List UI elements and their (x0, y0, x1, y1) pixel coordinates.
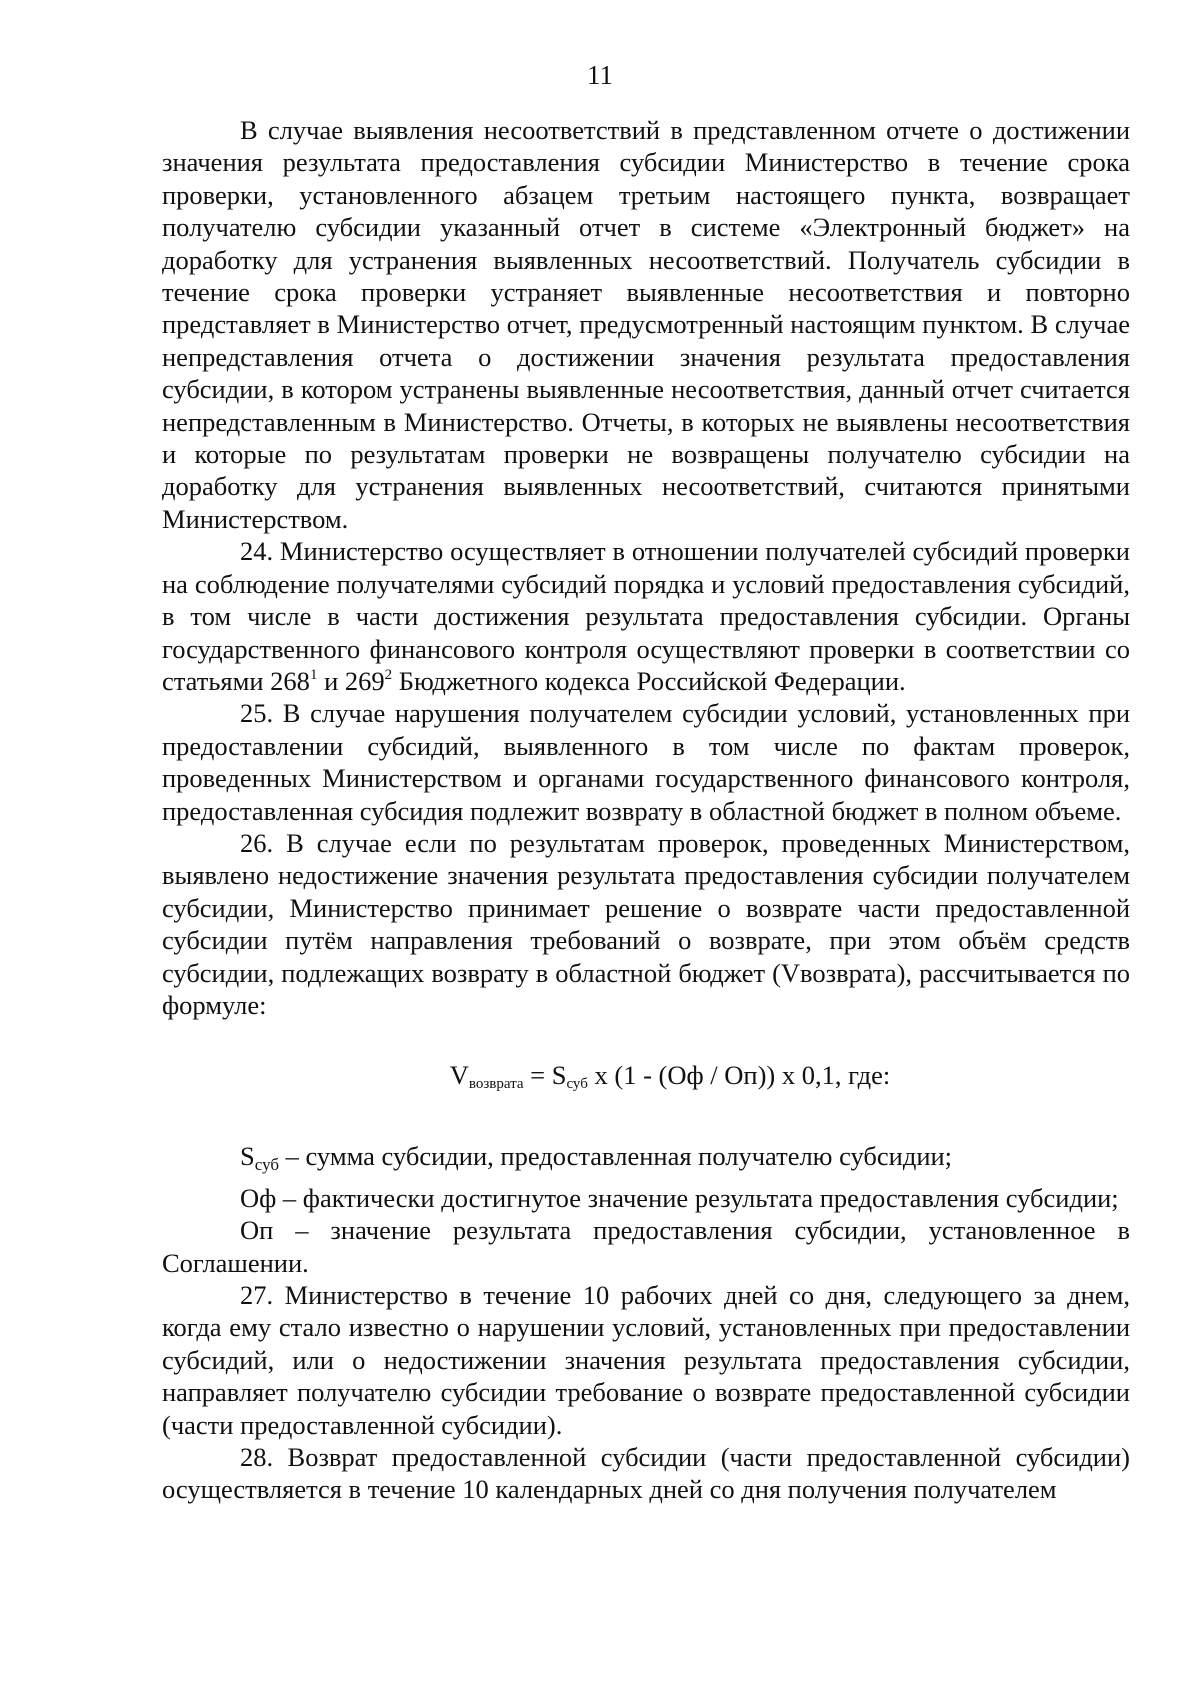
article-superscript-2: 2 (384, 666, 393, 683)
paragraph-25: 25. В случае нарушения получателем субсидии условий, установленных при предоставлении субсидий, выявленного в том числе по фактам проверок, проведенных Министерством и органами государственного финансового контроля, предоставленная субсидия подлежит возврату в областной бюджет в полном объеме. (162, 698, 1130, 826)
article-superscript-1: 1 (309, 666, 318, 683)
formula-s-symbol: S (551, 1060, 567, 1091)
paragraph-24 (162, 535, 1130, 697)
formula-equals: = (523, 1060, 552, 1091)
formula-s-subscript: суб (566, 1076, 588, 1093)
page-number: 11 (587, 60, 613, 90)
definition-op: Оп – значение результата предоставления субсидии, установленное в Соглашении. (162, 1215, 1130, 1278)
formula-v-subscript: возврата (468, 1076, 524, 1093)
document-body (162, 114, 1130, 1506)
definition-of: Оф – фактически достигнутое значение результата предоставления субсидии; (240, 1182, 1119, 1213)
formula-rest: х (1 - (Оф / Оп)) х 0,1, где: (587, 1060, 891, 1091)
paragraph-mismatch-report: В случае выявления несоответствий в представленном отчете о достижении значения результата предоставления субсидии Министерство в течение срока проверки, установленного абзацем третьим настоящего пункта, возвращает получателю субсидии указанный отчет в системе «Электронный бюджет» на доработку для устранения выявленных несоответствий. Получатель субсидии в течение срока проверки устраняет выявленные несоответствия и повторно представляет в Министерство отчет, предусмотренный настоящим пунктом. В случае непредставления отчета о достижении значения результата предоставления субсидии, в котором устранены выявленные несоответствия, данный отчет считается непредставленным в Министерство. Отчеты, в которых не выявлены несоответствия и которые по результатам проверки не возвращены получателю субсидии на доработку для устранения выявленных несоответствий, считаются принятыми Министерством. (162, 115, 1130, 534)
paragraph-24-text-before: 24. Министерство осуществляет в отношении получателей субсидий проверки на соблюдение получателями субсидий порядка и условий предоставления субсидий, в том числе в части достижения результата предоставления субсидии. Органы государственного финансового контроля осуществляют проверки в соответствии со статьями 268 (162, 536, 1130, 696)
refund-formula (210, 1059, 1130, 1100)
paragraph-24-text-mid: и 269 (317, 665, 385, 696)
paragraph-26: 26. В случае если по результатам проверок, проведенных Министерством, выявлено недостижение значения результата предоставления субсидии получателем субсидии, Министерство принимает решение о возврате части предоставленной субсидии путём направления требований о возврате, при этом объём средств субсидии, подлежащих возврату в областной бюджет (Vвозврата), рассчитывается по формуле: (162, 827, 1130, 1020)
definition-s-sub (162, 1140, 1130, 1181)
def-s-symbol: S (240, 1141, 255, 1172)
paragraph-28: 28. Возврат предоставленной субсидии (части предоставленной субсидии) осуществляется в течение 10 календарных дней со дня получения получателем (162, 1442, 1130, 1505)
def-s-text: – сумма субсидии, предоставленная получателю субсидии; (279, 1141, 953, 1172)
paragraph-24-text-after: Бюджетного кодекса Российской Федерации. (392, 665, 906, 696)
paragraph-27: 27. Министерство в течение 10 рабочих дней со дня, следующего за днем, когда ему стало известно о нарушении условий, установленных при предоставлении субсидий, или о недостижении значения результата предоставления субсидии, направляет получателю субсидии требование о возврате предоставленной субсидии (части предоставленной субсидии). (162, 1280, 1130, 1440)
formula-v-symbol: V (449, 1060, 469, 1091)
def-s-subscript: суб (254, 1155, 279, 1175)
